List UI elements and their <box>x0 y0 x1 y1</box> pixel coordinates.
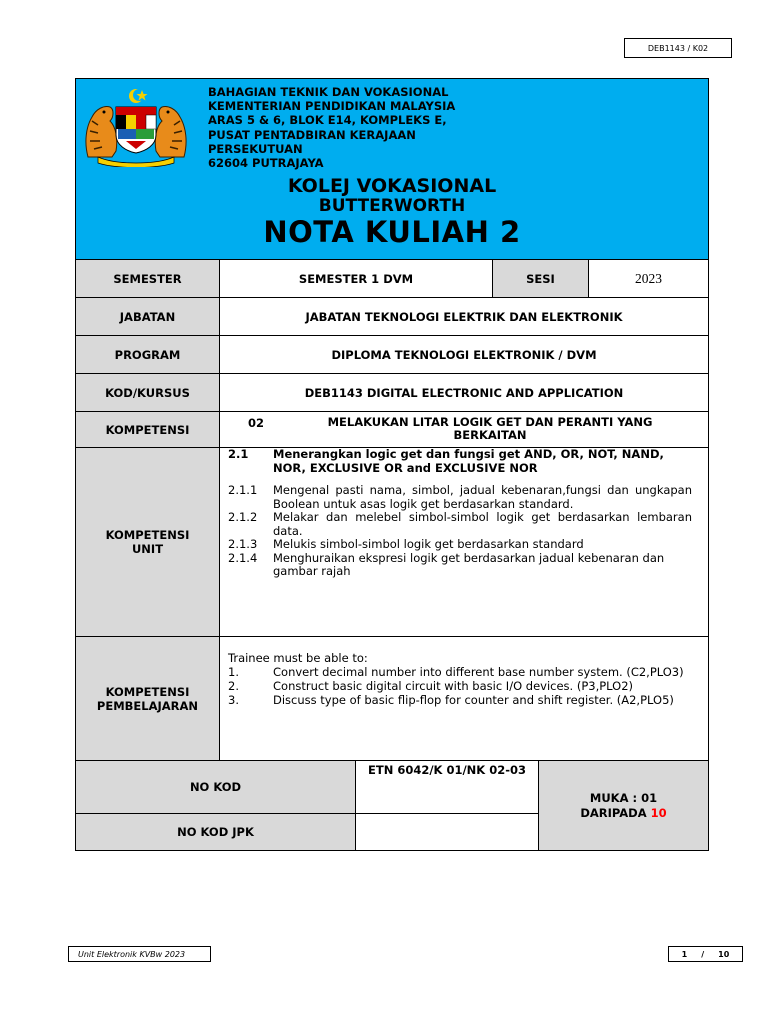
muka-label: MUKA : 01 <box>589 790 658 805</box>
item-text: Menghuraikan ekspresi logik get berdasarkan jadual kebenaran dan gambar rajah <box>273 550 665 578</box>
item-text: Mengenal pasti nama, simbol, jadual kebenaran,fungsi dan ungkapan Boolean untuk asas logik get berdasarkan standard. <box>273 483 692 511</box>
sesi-value: 2023 <box>589 260 708 298</box>
page-title: NOTA KULIAH 2 <box>263 215 521 249</box>
page-total: 10 <box>718 949 730 959</box>
program-label: PROGRAM <box>76 336 220 374</box>
malaysia-coat-of-arms-icon <box>80 87 192 167</box>
address-line: ARAS 5 & 6, BLOK E14, KOMPLEKS E, <box>208 113 447 128</box>
daripada-value: 10 <box>650 805 667 820</box>
kompetensi-label: KOMPETENSI <box>76 412 220 448</box>
kod-kursus-label: KOD/KURSUS <box>76 374 220 412</box>
jabatan-value: JABATAN TEKNOLOGI ELEKTRIK DAN ELEKTRONIK <box>220 298 708 336</box>
college-name <box>76 175 708 215</box>
item-text: Melakar dan melebel simbol-simbol logik get berdasarkan lembaran data. <box>273 510 692 538</box>
address-line: KEMENTERIAN PENDIDIKAN MALAYSIA <box>208 99 456 114</box>
kompetensi-pembelajaran-content <box>220 637 708 761</box>
list-item <box>228 665 692 679</box>
address-block <box>208 85 508 170</box>
kompetensi-pembelajaran-label-line: KOMPETENSI <box>105 684 190 699</box>
list-item <box>228 538 692 552</box>
semester-value: SEMESTER 1 DVM <box>220 260 493 298</box>
item-number: 2.1.2 <box>228 510 258 524</box>
program-value: DIPLOMA TEKNOLOGI ELEKTRONIK / DVM <box>220 336 708 374</box>
heading-number: 2.1 <box>228 447 249 461</box>
list-item <box>228 679 692 693</box>
no-kod-value: ETN 6042/K 01/NK 02-03 <box>356 761 539 814</box>
sesi-label: SESI <box>493 260 589 298</box>
kompetensi-unit-heading <box>228 448 692 475</box>
item-text: Convert decimal number into different base number system. (C2,PLO3) <box>273 665 684 679</box>
no-kod-label: NO KOD <box>76 761 356 814</box>
heading-text: Menerangkan logic get dan fungsi get AND, OR, NOT, NAND, NOR, EXCLUSIVE OR and EXCLUSIVE NOR <box>273 447 664 475</box>
item-text: Construct basic digital circuit with basic I/O devices. (P3,PLO2) <box>273 679 634 693</box>
kod-kursus-value: DEB1143 DIGITAL ELECTRONIC AND APPLICATION <box>220 374 708 412</box>
semester-label: SEMESTER <box>76 260 220 298</box>
item-text: Discuss type of basic flip-flop for counter and shift register. (A2,PLO5) <box>273 693 674 707</box>
muka-box <box>539 761 708 850</box>
daripada-label: DARIPADA <box>580 805 647 820</box>
item-number: 3. <box>228 693 239 707</box>
intro-text: Trainee must be able to: <box>228 651 368 665</box>
kompetensi-unit-content <box>220 448 708 637</box>
page-current: 1 <box>681 949 688 959</box>
header-banner <box>76 79 708 260</box>
address-line: PUSAT PENTADBIRAN KERAJAAN <box>208 127 416 142</box>
item-number: 1. <box>228 665 239 679</box>
kompetensi-unit-label-line: KOMPETENSI <box>105 528 190 542</box>
jabatan-label: JABATAN <box>76 298 220 336</box>
kompetensi-value <box>220 412 708 448</box>
item-number: 2.1.3 <box>228 537 258 551</box>
page-separator: / <box>701 949 705 959</box>
address-line: BAHAGIAN TEKNIK DAN VOKASIONAL <box>208 85 449 99</box>
kompetensi-pembelajaran-label-line: PEMBELAJARAN <box>96 698 199 713</box>
lecture-note-cover <box>75 78 709 851</box>
item-number: 2.1.4 <box>228 550 258 565</box>
footer-page-number <box>668 946 743 962</box>
list-item <box>228 511 692 538</box>
no-kod-jpk-value <box>356 814 539 850</box>
college-line-2: BUTTERWORTH <box>318 196 466 216</box>
address-line: 62604 PUTRAJAYA <box>208 156 324 171</box>
list-item <box>228 693 692 707</box>
kompetensi-pembelajaran-label <box>76 637 220 761</box>
college-line-1: KOLEJ VOKASIONAL <box>287 175 497 197</box>
item-number: 2.1.1 <box>228 483 258 497</box>
no-kod-jpk-label: NO KOD JPK <box>76 814 356 850</box>
kompetensi-number: 02 <box>248 416 265 430</box>
kompetensi-unit-label <box>76 448 220 637</box>
kompetensi-text: MELAKUKAN LITAR LOGIK GET DAN PERANTI YANG BERKAITAN <box>327 415 653 442</box>
kompetensi-unit-label-line: UNIT <box>131 542 164 556</box>
document-code-box: DEB1143 / K02 <box>624 38 732 58</box>
item-text: Melukis simbol-simbol logik get berdasarkan standard <box>273 537 584 551</box>
footer-unit-text: Unit Elektronik KVBw 2023 <box>68 946 211 962</box>
daripada-line <box>580 806 666 821</box>
item-number: 2. <box>228 679 239 693</box>
address-line: PERSEKUTUAN <box>208 141 303 156</box>
list-item <box>228 484 692 511</box>
list-item <box>228 552 692 579</box>
